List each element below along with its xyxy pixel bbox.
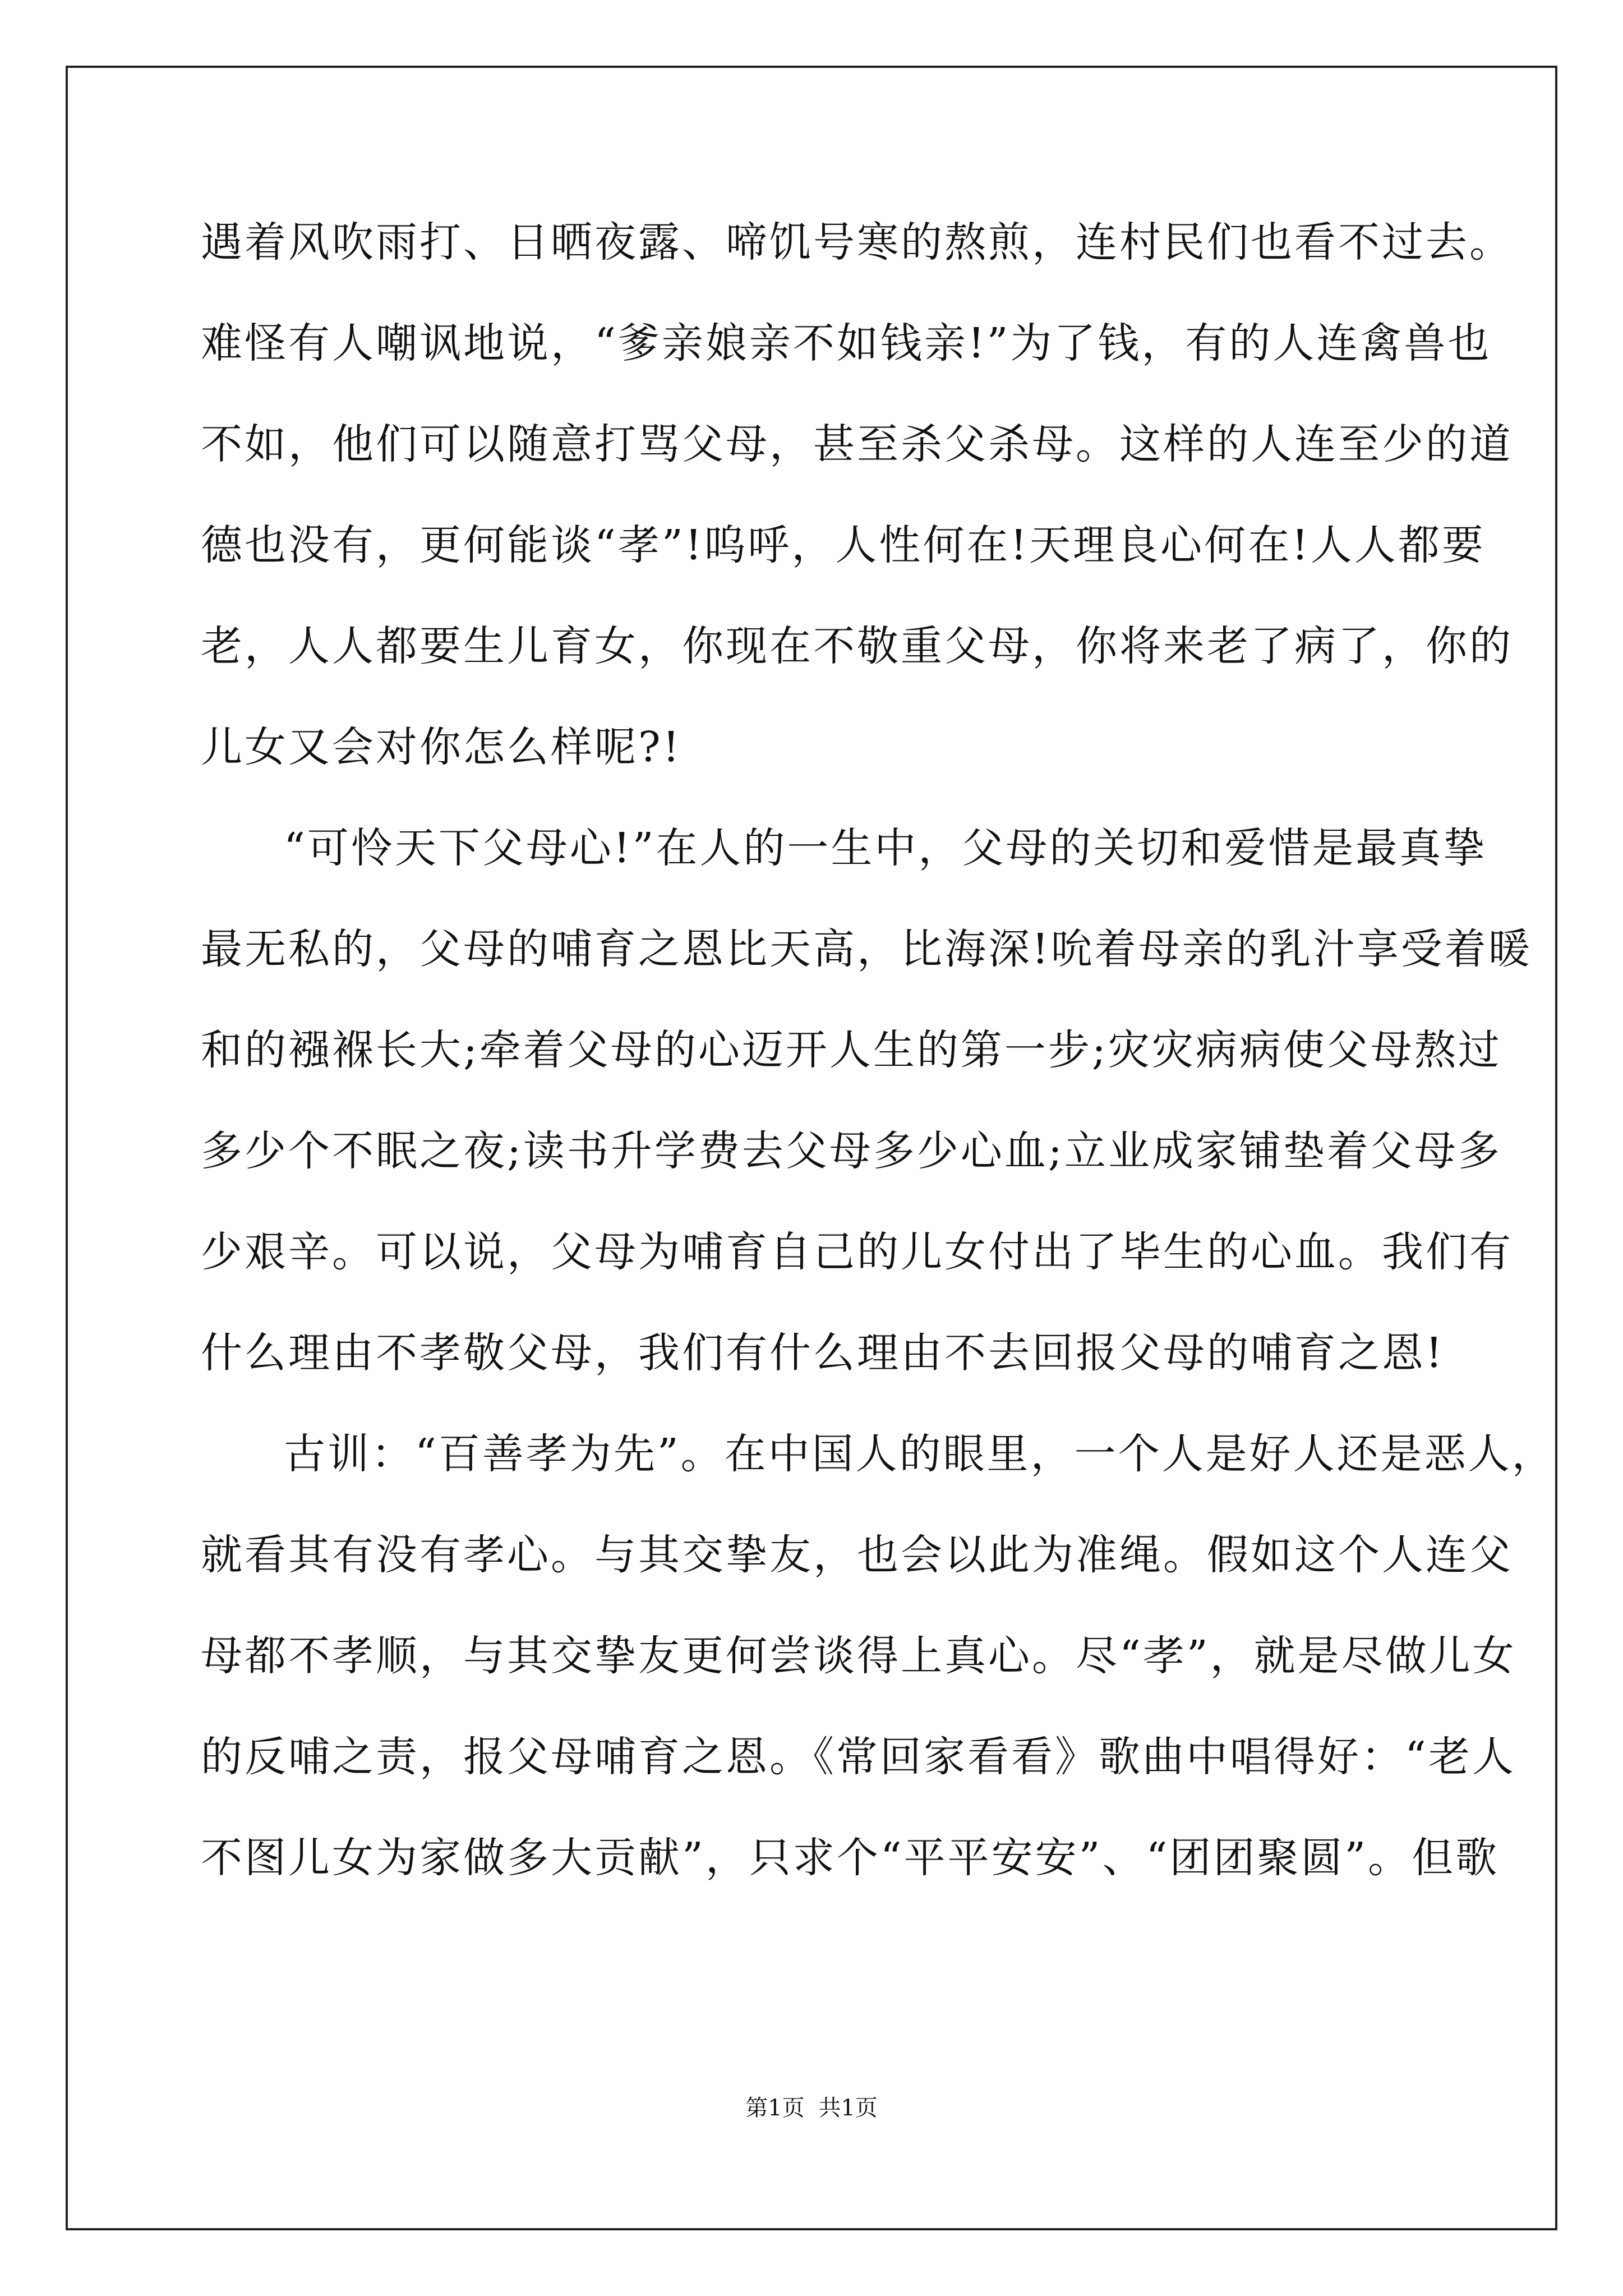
text-line: 母都不孝顺，与其交挚友更何尝谈得上真心。尽“孝”，就是尽做儿女 — [201, 1632, 1516, 1680]
text-line: 老，人人都要生儿育女，你现在不敬重父母，你将来老了病了，你的 — [201, 622, 1513, 670]
paragraph-start-line: “可怜天下父母心!”在人的一生中，父母的关切和爱惜是最真挚 — [284, 824, 1487, 872]
text-line: 就看其有没有孝心。与其交挚友，也会以此为准绳。假如这个人连父 — [201, 1531, 1513, 1579]
text-line: 和的襁褓长大;牵着父母的心迈开人生的第一步;灾灾病病使父母熬过 — [201, 1026, 1502, 1074]
page-number: 第1页 — [745, 2095, 805, 2121]
text-line: 的反哺之责，报父母哺育之恩。《常回家看看》歌曲中唱得好：“老人 — [201, 1733, 1516, 1781]
text-line: 多少个不眠之夜;读书升学费去父母多少心血;立业成家铺垫着父母多 — [201, 1127, 1502, 1175]
text-line: 最无私的，父母的哺育之恩比天高，比海深!吮着母亲的乳汁享受着暖 — [201, 925, 1532, 973]
text-line: 少艰辛。可以说，父母为哺育自己的儿女付出了毕生的心血。我们有 — [201, 1228, 1513, 1276]
text-line: 不如，他们可以随意打骂父母，甚至杀父杀母。这样的人连至少的道 — [201, 420, 1513, 468]
page-footer — [0, 2095, 1623, 2122]
document-body — [201, 192, 1556, 1908]
page-total: 共1页 — [818, 2095, 878, 2121]
text-line: 儿女又会对你怎么样呢?! — [201, 723, 682, 771]
text-line: 难怪有人嘲讽地说，“爹亲娘亲不如钱亲!”为了钱，有的人连禽兽也 — [201, 319, 1492, 367]
text-line: 不图儿女为家做多大贡献”，只求个“平平安安”、“团团聚圆”。但歌 — [201, 1834, 1500, 1882]
text-line: 德也没有，更何能谈“孝”!呜呼，人性何在!天理良心何在!人人都要 — [201, 521, 1486, 569]
text-line: 遇着风吹雨打、日晒夜露、啼饥号寒的熬煎，连村民们也看不过去。 — [201, 218, 1513, 266]
text-line: 什么理由不孝敬父母，我们有什么理由不去回报父母的哺育之恩! — [201, 1329, 1445, 1377]
paragraph-start-line: 古训：“百善孝为先”。在中国人的眼里，一个人是好人还是恶人， — [284, 1430, 1556, 1478]
